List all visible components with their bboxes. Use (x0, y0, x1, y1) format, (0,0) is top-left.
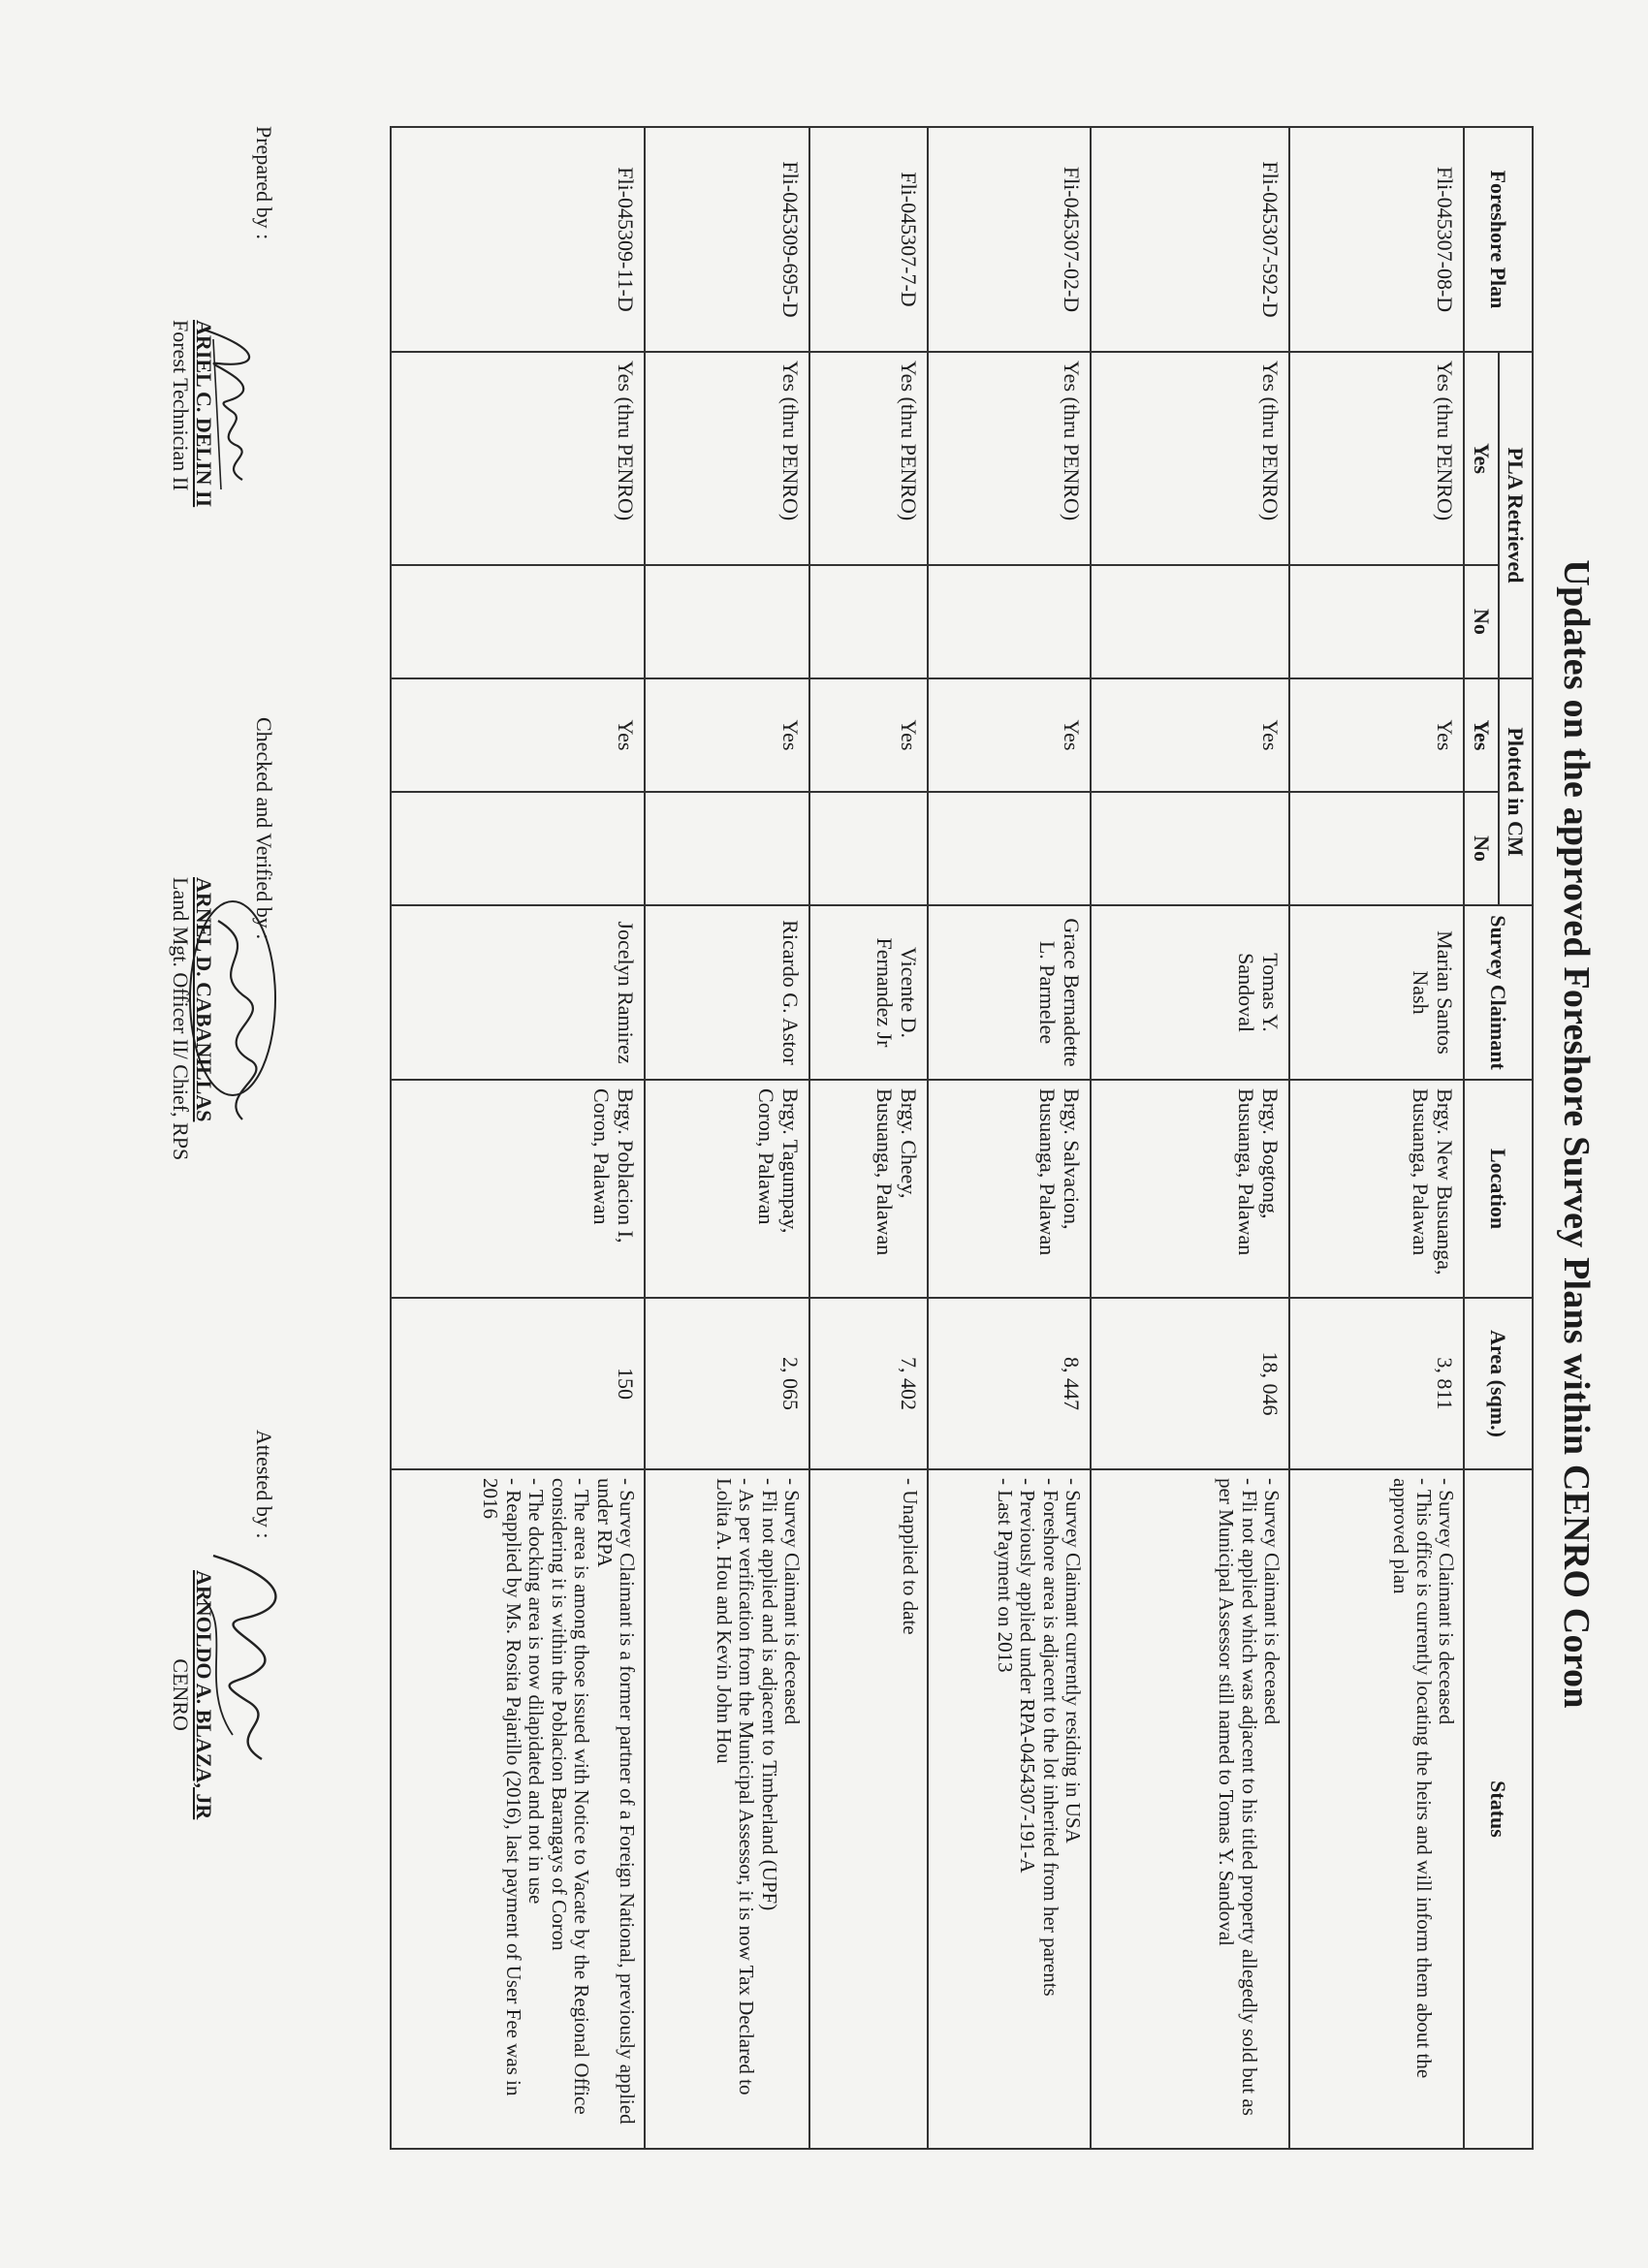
cell-status (391, 1469, 645, 2149)
table-body (391, 127, 1464, 2149)
status-line: - Unapplied to date (899, 1478, 923, 1635)
status-line: - Previously applied under RPA-0454307-191-A (1016, 1478, 1040, 1874)
cell-pla-yes: Yes (thru PENRO) (809, 352, 928, 565)
attested-by-name: ARNOLDO A. BLAZA, JR (192, 1570, 216, 1820)
header-foreshore-plan: Foreshore Plan (1464, 127, 1533, 352)
document-title: Updates on the approved Foreshore Survey Plans within CENRO Coron (1556, 559, 1597, 1709)
status-line: - Survey Claimant is deceased (1260, 1478, 1284, 1725)
cell-plotted-yes: Yes (1289, 678, 1464, 792)
header-survey-claimant: Survey Claimant (1464, 905, 1533, 1080)
cell-area: 150 (391, 1298, 645, 1469)
cell-plotted-no (645, 792, 809, 905)
cell-area: 7, 402 (809, 1298, 928, 1469)
cell-survey-claimant: Ricardo G. Astor (645, 905, 809, 1080)
table-row (645, 127, 809, 2149)
cell-foreshore-plan: Fli-045307-02-D (928, 127, 1091, 352)
cell-plotted-yes: Yes (391, 678, 645, 792)
table-row (928, 127, 1091, 2149)
attested-by-title: CENRO (168, 1658, 193, 1731)
header-plotted-in-cm: Plotted in CM (1499, 678, 1533, 905)
cell-location: Brgy. New Busuanga, Busuanga, Palawan (1289, 1080, 1464, 1298)
cell-status (928, 1469, 1091, 2149)
cell-status (1091, 1469, 1289, 2149)
status-line: - Survey Claimant is deceased (1435, 1478, 1459, 1725)
cell-foreshore-plan: Fli-045307-7-D (809, 127, 928, 352)
status-line: - Reapplied by Ms. Rosita Pajarillo (2016), last payment of User Fee was in 2016 (479, 1478, 525, 2096)
cell-plotted-yes: Yes (809, 678, 928, 792)
cell-plotted-no (809, 792, 928, 905)
cell-location: Brgy. Tagumpay, Coron, Palawan (645, 1080, 809, 1298)
cell-foreshore-plan: Fli-045309-695-D (645, 127, 809, 352)
header-row-1 (1499, 127, 1533, 2149)
cell-pla-no (645, 565, 809, 678)
header-status: Status (1464, 1469, 1533, 2149)
prepared-by-title: Forest Technician II (168, 320, 193, 491)
cell-plotted-no (1289, 792, 1464, 905)
cell-foreshore-plan: Fli-045307-592-D (1091, 127, 1289, 352)
cell-foreshore-plan: Fli-045307-08-D (1289, 127, 1464, 352)
cell-survey-claimant: Marian Santos Nash (1289, 905, 1464, 1080)
cell-area: 2, 065 (645, 1298, 809, 1469)
prepared-by-block (169, 320, 215, 507)
cell-survey-claimant: Grace Bernadette L. Parmelee (928, 905, 1091, 1080)
prepared-by-name: ARIEL C. DELIN II (192, 320, 216, 508)
checked-by-label: Checked and Verified by : (252, 717, 276, 940)
header-pla-no: No (1464, 565, 1498, 678)
foreshore-plans-table (390, 126, 1534, 2150)
attested-by-block (169, 1570, 215, 1819)
cell-pla-no (809, 565, 928, 678)
cell-plotted-no (1091, 792, 1289, 905)
status-line: - This office is currently locating the heirs and will inform them about the approved plan (1389, 1478, 1436, 2079)
status-line: - Survey Claimant is deceased (780, 1478, 805, 1725)
cell-plotted-yes: Yes (645, 678, 809, 792)
cell-plotted-no (391, 792, 645, 905)
status-line: - Survey Claimant currently residing in USA (1062, 1478, 1086, 1843)
cell-status (645, 1469, 809, 2149)
header-plotted-yes: Yes (1464, 678, 1498, 792)
header-pla-yes: Yes (1464, 352, 1498, 565)
cell-survey-claimant: Tomas Y. Sandoval (1091, 905, 1289, 1080)
cell-pla-yes: Yes (thru PENRO) (645, 352, 809, 565)
cell-status (809, 1469, 928, 2149)
cell-area: 3, 811 (1289, 1298, 1464, 1469)
cell-pla-no (1289, 565, 1464, 678)
header-plotted-no: No (1464, 792, 1498, 905)
header-area: Area (sqm.) (1464, 1298, 1533, 1469)
cell-plotted-no (928, 792, 1091, 905)
cell-survey-claimant: Jocelyn Ramirez (391, 905, 645, 1080)
cell-location: Brgy. Cheey, Busuanga, Palawan (809, 1080, 928, 1298)
cell-pla-no (1091, 565, 1289, 678)
cell-pla-yes: Yes (thru PENRO) (1091, 352, 1289, 565)
cell-location: Brgy. Salvacion, Busuanga, Palawan (928, 1080, 1091, 1298)
cell-pla-yes: Yes (thru PENRO) (1289, 352, 1464, 565)
cell-location: Brgy. Poblacion I, Coron, Palawan (391, 1080, 645, 1298)
status-line: - The area is among those issued with Notice to Vacate by the Regional Office considering it is within the Poblacion Barangays of Coron (547, 1478, 594, 2115)
cell-plotted-yes: Yes (928, 678, 1091, 792)
cell-pla-no (391, 565, 645, 678)
cell-survey-claimant: Vicente D. Fernandez Jr (809, 905, 928, 1080)
cell-foreshore-plan: Fli-045309-11-D (391, 127, 645, 352)
cell-location: Brgy. Bogtong, Busuanga, Palawan (1091, 1080, 1289, 1298)
cell-area: 18, 046 (1091, 1298, 1289, 1469)
cell-pla-yes: Yes (thru PENRO) (391, 352, 645, 565)
header-pla-retrieved: PLA Retrieved (1499, 352, 1533, 678)
status-line: - The docking area is now dilapidated and not in use (524, 1478, 549, 1905)
checked-by-block (169, 877, 215, 1160)
status-line: - Last Payment on 2013 (993, 1478, 1017, 1673)
status-line: - Foreshore area is adjacent to the lot inherited from her parents (1038, 1478, 1062, 1997)
header-location: Location (1464, 1080, 1533, 1298)
table-row (1091, 127, 1289, 2149)
status-line: - As per verification from the Municipal Assessor, it is now Tax Declared to Lolita A. Hou and Kevin John Hou (712, 1478, 759, 2095)
cell-pla-yes: Yes (thru PENRO) (928, 352, 1091, 565)
status-line: - Fli not applied and is adjacent to Timberland (UPF) (757, 1478, 781, 1911)
table-row (391, 127, 645, 2149)
cell-pla-no (928, 565, 1091, 678)
checked-by-title: Land Mgt. Officer II/ Chief, RPS (168, 877, 193, 1161)
checked-by-name: ARNEL D. CABANILLAS (192, 877, 216, 1122)
table-row (809, 127, 928, 2149)
cell-plotted-yes: Yes (1091, 678, 1289, 792)
status-line: - Survey Claimant is a former partner of a Foreign National, previously applied under RPA (592, 1478, 640, 2125)
status-line: - Fli not applied which was adjacent to his titled property allegedly sold but as per Municipal Assessor still named to Tomas Y. Sandoval (1215, 1478, 1261, 2116)
table-row (1289, 127, 1464, 2149)
cell-status (1289, 1469, 1464, 2149)
prepared-by-label: Prepared by : (252, 126, 276, 240)
cell-area: 8, 447 (928, 1298, 1091, 1469)
attested-by-label: Attested by : (252, 1430, 276, 1539)
